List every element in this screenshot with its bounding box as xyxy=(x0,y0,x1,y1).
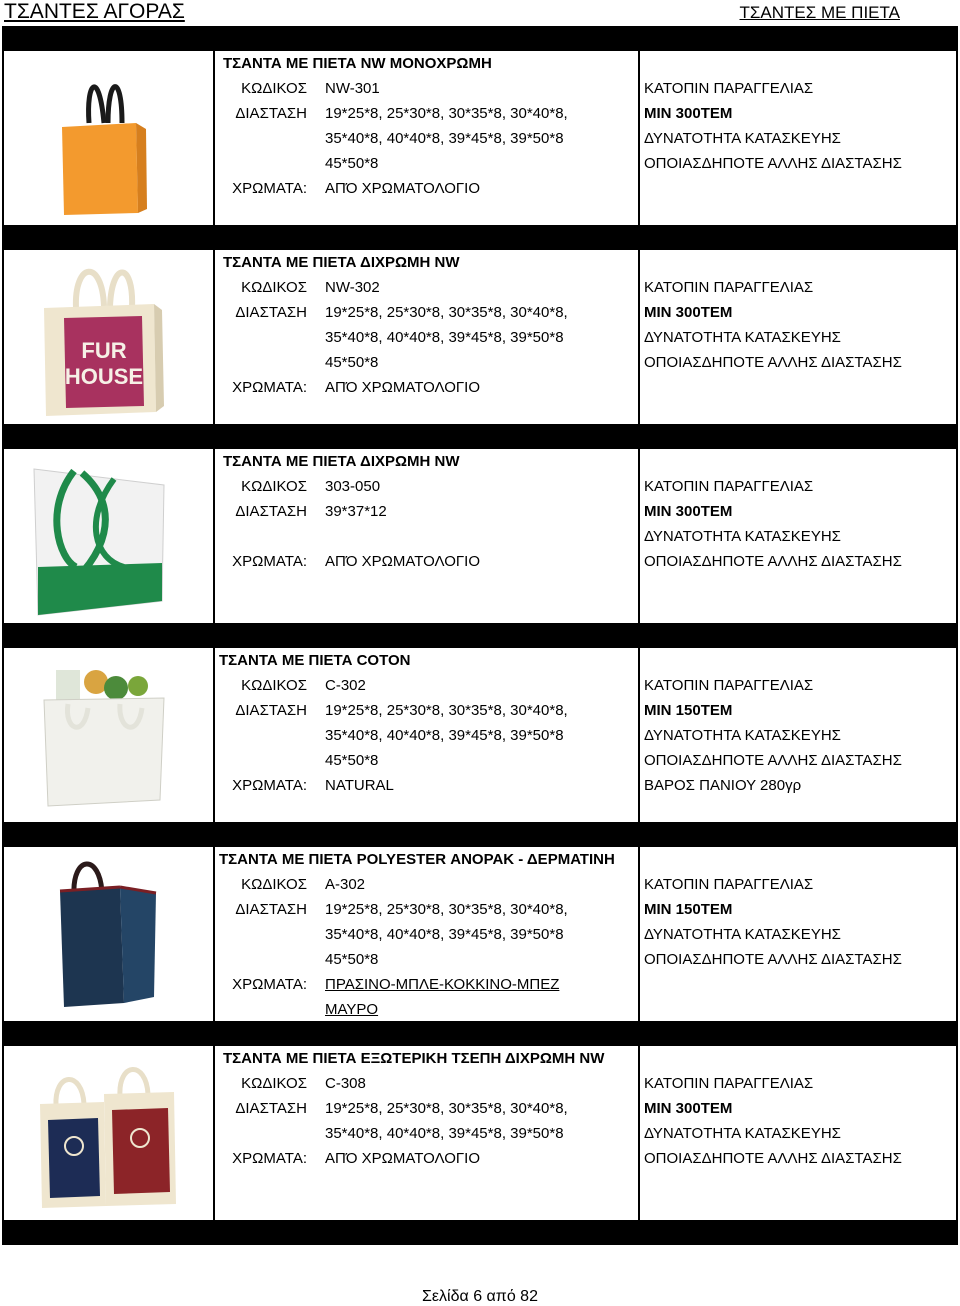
dimension-line: 19*25*8, 25*30*8, 30*35*8, 30*40*8, xyxy=(325,702,568,719)
order-note: ΚΑΤΟΠΙΝ ΠΑΡΑΓΓΕΛΙΑΣ xyxy=(644,876,814,893)
min-quantity: MIN 150TEM xyxy=(644,901,733,918)
custom-note: ΟΠΟΙΑΣΔΗΠΟΤΕ ΑΛΛΗΣ ΔΙΑΣΤΑΣΗΣ xyxy=(644,951,902,968)
page-number: Σελίδα 6 από 82 xyxy=(422,1288,538,1305)
product-code: C-308 xyxy=(325,1075,366,1092)
code-label: ΚΩΔΙΚΟΣ xyxy=(241,677,307,694)
product-block-a-302 xyxy=(2,847,958,1021)
dimension-line: 19*25*8, 25*30*8, 30*35*8, 30*40*8, xyxy=(325,1100,568,1117)
product-title: ΤΣΑΝΤΑ ΜΕ ΠΙΕΤΑ COTON xyxy=(219,652,411,669)
dimension-label: ΔΙΑΣΤΑΣΗ xyxy=(235,503,307,520)
dimension-label: ΔΙΑΣΤΑΣΗ xyxy=(235,901,307,918)
colors-value: ΑΠΌ ΧΡΩΜΑΤΟΛΟΓΙΟ xyxy=(325,1150,480,1167)
product-title: ΤΣΑΝΤΑ ΜΕ ΠΙΕΤΑ NW ΜΟΝΟΧΡΩΜΗ xyxy=(223,55,492,72)
product-image xyxy=(2,847,213,1021)
custom-note: ΔΥΝΑΤΟΤΗΤΑ ΚΑΤΑΣΚΕΥΗΣ xyxy=(644,1125,841,1142)
custom-note: ΔΥΝΑΤΟΤΗΤΑ ΚΑΤΑΣΚΕΥΗΣ xyxy=(644,926,841,943)
dimension-line: 35*40*8, 40*40*8, 39*45*8, 39*50*8 xyxy=(325,130,564,147)
product-details xyxy=(213,847,640,1021)
product-details xyxy=(213,51,640,225)
colors-value: NATURAL xyxy=(325,777,394,794)
dimension-line: 45*50*8 xyxy=(325,752,379,769)
product-block-nw-301 xyxy=(2,51,958,225)
page-header-left: ΤΣΑΝΤΕΣ ΑΓΟΡΑΣ xyxy=(4,0,185,23)
svg-text:HOUSE: HOUSE xyxy=(64,364,144,389)
cotton-bag-image xyxy=(4,648,213,822)
code-label: ΚΩΔΙΚΟΣ xyxy=(241,876,307,893)
colors-label: ΧΡΩΜΑΤΑ: xyxy=(232,777,307,794)
product-image xyxy=(2,648,213,822)
product-image xyxy=(2,250,213,424)
dimension-line: 35*40*8, 40*40*8, 39*45*8, 39*50*8 xyxy=(325,926,564,943)
product-title: ΤΣΑΝΤΑ ΜΕ ΠΙΕΤΑ ΕΞΩΤΕΡΙΚΗ ΤΣΕΠΗ ΔΙΧΡΩΜΗ NW xyxy=(223,1050,605,1067)
colors-value-cont: ΜΑΥΡΟ xyxy=(325,1001,379,1018)
dimension-line: 19*25*8, 25*30*8, 30*35*8, 30*40*8, xyxy=(325,304,568,321)
custom-note: ΟΠΟΙΑΣΔΗΠΟΤΕ ΑΛΛΗΣ ΔΙΑΣΤΑΣΗΣ xyxy=(644,553,902,570)
product-title: ΤΣΑΝΤΑ ΜΕ ΠΙΕΤΑ ΔΙΧΡΩΜΗ NW xyxy=(223,453,460,470)
order-info xyxy=(640,648,958,822)
min-quantity: MIN 300TEM xyxy=(644,503,733,520)
product-details xyxy=(213,1046,640,1220)
separator-bar xyxy=(2,1220,958,1245)
dimension-line: 45*50*8 xyxy=(325,951,379,968)
separator-bar xyxy=(2,424,958,449)
dimension-line: 39*37*12 xyxy=(325,503,387,520)
code-label: ΚΩΔΙΚΟΣ xyxy=(241,478,307,495)
separator-bar xyxy=(2,1021,958,1046)
product-title: ΤΣΑΝΤΑ ΜΕ ΠΙΕΤΑ ΔΙΧΡΩΜΗ NW xyxy=(223,254,460,271)
page-header-right: ΤΣΑΝΤΕΣ ΜΕ ΠΙΕΤΑ xyxy=(739,3,900,22)
fabric-weight: ΒΑΡΟΣ ΠΑΝΙΟΥ 280γρ xyxy=(644,777,802,794)
order-info xyxy=(640,1046,958,1220)
product-block-nw-302 xyxy=(2,250,958,424)
product-code: 303-050 xyxy=(325,478,381,495)
magenta-bag-image xyxy=(4,250,213,424)
colors-value: ΑΠΌ ΧΡΩΜΑΤΟΛΟΓΙΟ xyxy=(325,379,480,396)
product-title: ΤΣΑΝΤΑ ΜΕ ΠΙΕΤΑ POLYESTER ΑΝΟΡΑΚ - ΔΕΡΜΑΤΙΝΗ xyxy=(219,851,615,868)
order-info xyxy=(640,250,958,424)
custom-note: ΔΥΝΑΤΟΤΗΤΑ ΚΑΤΑΣΚΕΥΗΣ xyxy=(644,528,841,545)
separator-bar xyxy=(2,26,958,51)
order-info xyxy=(640,51,958,225)
custom-note: ΟΠΟΙΑΣΔΗΠΟΤΕ ΑΛΛΗΣ ΔΙΑΣΤΑΣΗΣ xyxy=(644,155,902,172)
product-details xyxy=(213,449,640,623)
product-code: A-302 xyxy=(325,876,366,893)
product-details xyxy=(213,250,640,424)
colors-label: ΧΡΩΜΑΤΑ: xyxy=(232,1150,307,1167)
code-label: ΚΩΔΙΚΟΣ xyxy=(241,1075,307,1092)
product-details xyxy=(213,648,640,822)
product-block-303-050 xyxy=(2,449,958,623)
dimension-label: ΔΙΑΣΤΑΣΗ xyxy=(235,1100,307,1117)
dimension-line: 35*40*8, 40*40*8, 39*45*8, 39*50*8 xyxy=(325,1125,564,1142)
orange-bag-image xyxy=(4,51,213,225)
custom-note: ΔΥΝΑΤΟΤΗΤΑ ΚΑΤΑΣΚΕΥΗΣ xyxy=(644,130,841,147)
green-bag-image xyxy=(4,449,213,623)
order-note: ΚΑΤΟΠΙΝ ΠΑΡΑΓΓΕΛΙΑΣ xyxy=(644,677,814,694)
min-quantity: MIN 300TEM xyxy=(644,304,733,321)
navy-bag-image xyxy=(4,847,213,1021)
order-note: ΚΑΤΟΠΙΝ ΠΑΡΑΓΓΕΛΙΑΣ xyxy=(644,80,814,97)
custom-note: ΟΠΟΙΑΣΔΗΠΟΤΕ ΑΛΛΗΣ ΔΙΑΣΤΑΣΗΣ xyxy=(644,1150,902,1167)
pocket-bags-image xyxy=(4,1046,213,1220)
product-image xyxy=(2,1046,213,1220)
order-info xyxy=(640,847,958,1021)
min-quantity: MIN 150TEM xyxy=(644,702,733,719)
order-note: ΚΑΤΟΠΙΝ ΠΑΡΑΓΓΕΛΙΑΣ xyxy=(644,478,814,495)
product-image xyxy=(2,449,213,623)
order-note: ΚΑΤΟΠΙΝ ΠΑΡΑΓΓΕΛΙΑΣ xyxy=(644,1075,814,1092)
product-image xyxy=(2,51,213,225)
dimension-line: 35*40*8, 40*40*8, 39*45*8, 39*50*8 xyxy=(325,727,564,744)
dimension-label: ΔΙΑΣΤΑΣΗ xyxy=(235,304,307,321)
colors-value: ΑΠΌ ΧΡΩΜΑΤΟΛΟΓΙΟ xyxy=(325,553,480,570)
separator-bar xyxy=(2,822,958,847)
product-code: NW-302 xyxy=(325,279,380,296)
dimension-label: ΔΙΑΣΤΑΣΗ xyxy=(235,105,307,122)
separator-bar xyxy=(2,623,958,648)
custom-note: ΟΠΟΙΑΣΔΗΠΟΤΕ ΑΛΛΗΣ ΔΙΑΣΤΑΣΗΣ xyxy=(644,354,902,371)
colors-label: ΧΡΩΜΑΤΑ: xyxy=(232,553,307,570)
dimension-line: 19*25*8, 25*30*8, 30*35*8, 30*40*8, xyxy=(325,901,568,918)
separator-bar xyxy=(2,225,958,250)
custom-note: ΔΥΝΑΤΟΤΗΤΑ ΚΑΤΑΣΚΕΥΗΣ xyxy=(644,329,841,346)
dimension-line: 35*40*8, 40*40*8, 39*45*8, 39*50*8 xyxy=(325,329,564,346)
code-label: ΚΩΔΙΚΟΣ xyxy=(241,279,307,296)
order-note: ΚΑΤΟΠΙΝ ΠΑΡΑΓΓΕΛΙΑΣ xyxy=(644,279,814,296)
colors-value: ΠΡΑΣΙΝΟ-ΜΠΛΕ-ΚΟΚΚΙΝΟ-ΜΠΕΖ xyxy=(325,976,560,993)
product-code: NW-301 xyxy=(325,80,380,97)
colors-value: ΑΠΌ ΧΡΩΜΑΤΟΛΟΓΙΟ xyxy=(325,180,480,197)
dimension-line: 19*25*8, 25*30*8, 30*35*8, 30*40*8, xyxy=(325,105,568,122)
colors-label: ΧΡΩΜΑΤΑ: xyxy=(232,379,307,396)
dimension-label: ΔΙΑΣΤΑΣΗ xyxy=(235,702,307,719)
dimension-line: 45*50*8 xyxy=(325,155,379,172)
product-block-c-308 xyxy=(2,1046,958,1220)
product-code: C-302 xyxy=(325,677,366,694)
product-block-c-302 xyxy=(2,648,958,822)
custom-note: ΟΠΟΙΑΣΔΗΠΟΤΕ ΑΛΛΗΣ ΔΙΑΣΤΑΣΗΣ xyxy=(644,752,902,769)
colors-label: ΧΡΩΜΑΤΑ: xyxy=(232,180,307,197)
colors-label: ΧΡΩΜΑΤΑ: xyxy=(232,976,307,993)
min-quantity: MIN 300TEM xyxy=(644,1100,733,1117)
code-label: ΚΩΔΙΚΟΣ xyxy=(241,80,307,97)
min-quantity: MIN 300TEM xyxy=(644,105,733,122)
custom-note: ΔΥΝΑΤΟΤΗΤΑ ΚΑΤΑΣΚΕΥΗΣ xyxy=(644,727,841,744)
dimension-line: 45*50*8 xyxy=(325,354,379,371)
svg-text:FUR: FUR xyxy=(81,338,127,363)
order-info xyxy=(640,449,958,623)
